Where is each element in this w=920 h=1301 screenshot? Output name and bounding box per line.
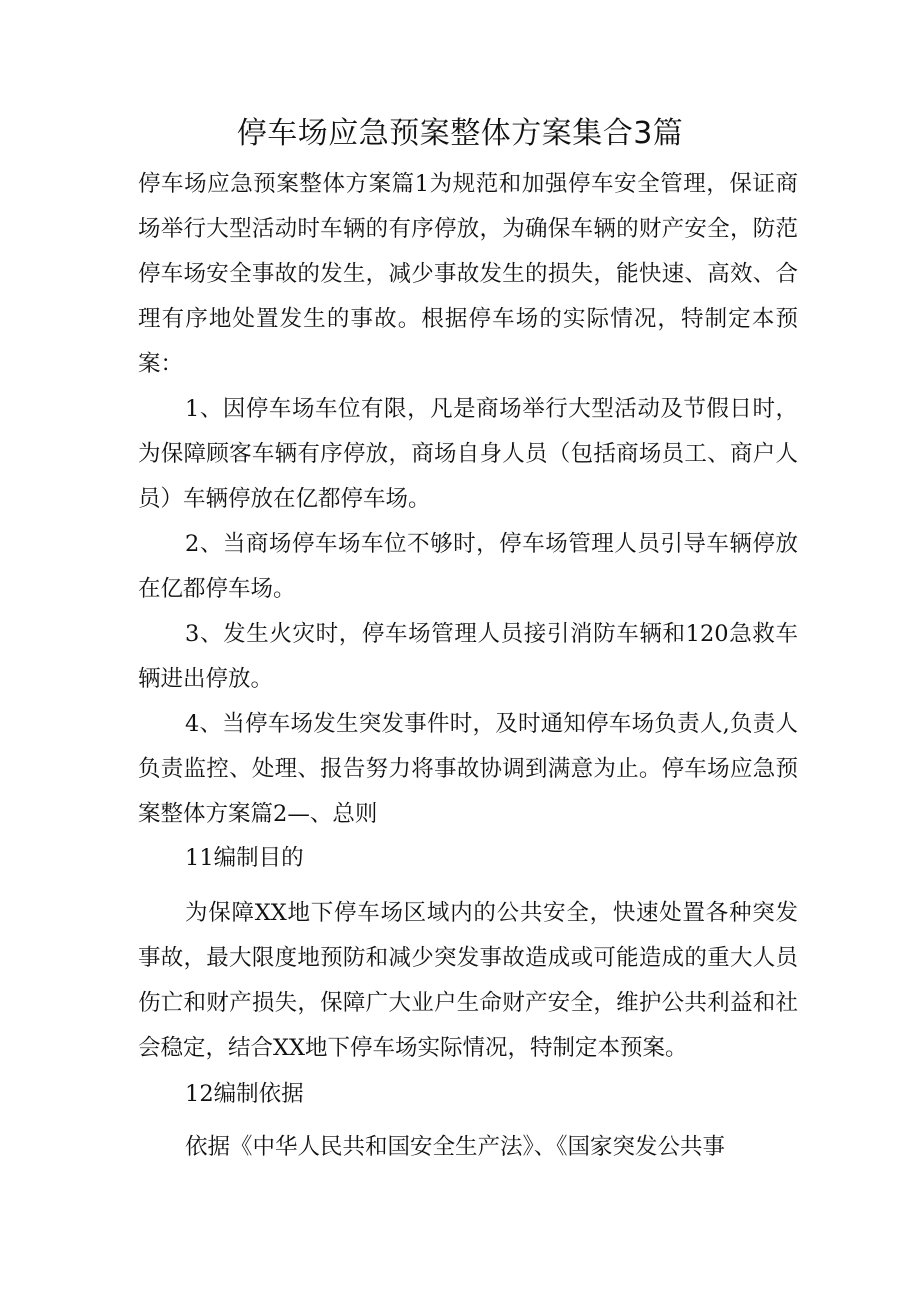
section-heading-purpose: 11编制目的 xyxy=(185,845,304,871)
paragraph-item-1: 1、因停车场车位有限，凡是商场举行大型活动及节假日时，为保障顾客车辆有序停放，商场自身人员（包括商场员工、商户人员）车辆停放在亿都停车场。 xyxy=(138,396,798,512)
paragraph-item-2: 2、当商场停车场车位不够时，停车场管理人员引导车辆停放在亿都停车场。 xyxy=(138,531,798,602)
paragraph-basis: 依据《中华人民共和国安全生产法》、《国家突发公共事 xyxy=(185,1134,726,1160)
paragraph-intro: 停车场应急预案整体方案篇1为规范和加强停车安全管理，保证商场举行大型活动时车辆的有序停放，为确保车辆的财产安全，防范停车场安全事故的发生，减少事故发生的损失，能快速、高效、合理有序地处置发生的事故。根据停车场的实际情况，特制定本预案： xyxy=(138,171,798,377)
paragraph-purpose: 为保障XX地下停车场区域内的公共安全，快速处置各种突发事故，最大限度地预防和减少突发事故造成或可能造成的重大人员伤亡和财产损失，保障广大业户生命财产安全，维护公共利益和社会稳定，结合XX地下停车场实际情况，特制定本预案。 xyxy=(138,900,798,1061)
paragraph-item-3: 3、发生火灾时，停车场管理人员接引消防车辆和120急救车辆进出停放。 xyxy=(138,621,798,692)
section-heading-basis: 12编制依据 xyxy=(185,1081,304,1107)
paragraph-item-4: 4、当停车场发生突发事件时，及时通知停车场负责人,负责人负责监控、处理、报告努力将事故协调到满意为止。停车场应急预案整体方案篇2—、总则 xyxy=(138,711,798,827)
document-title: 停车场应急预案整体方案集合3篇 xyxy=(236,116,684,151)
